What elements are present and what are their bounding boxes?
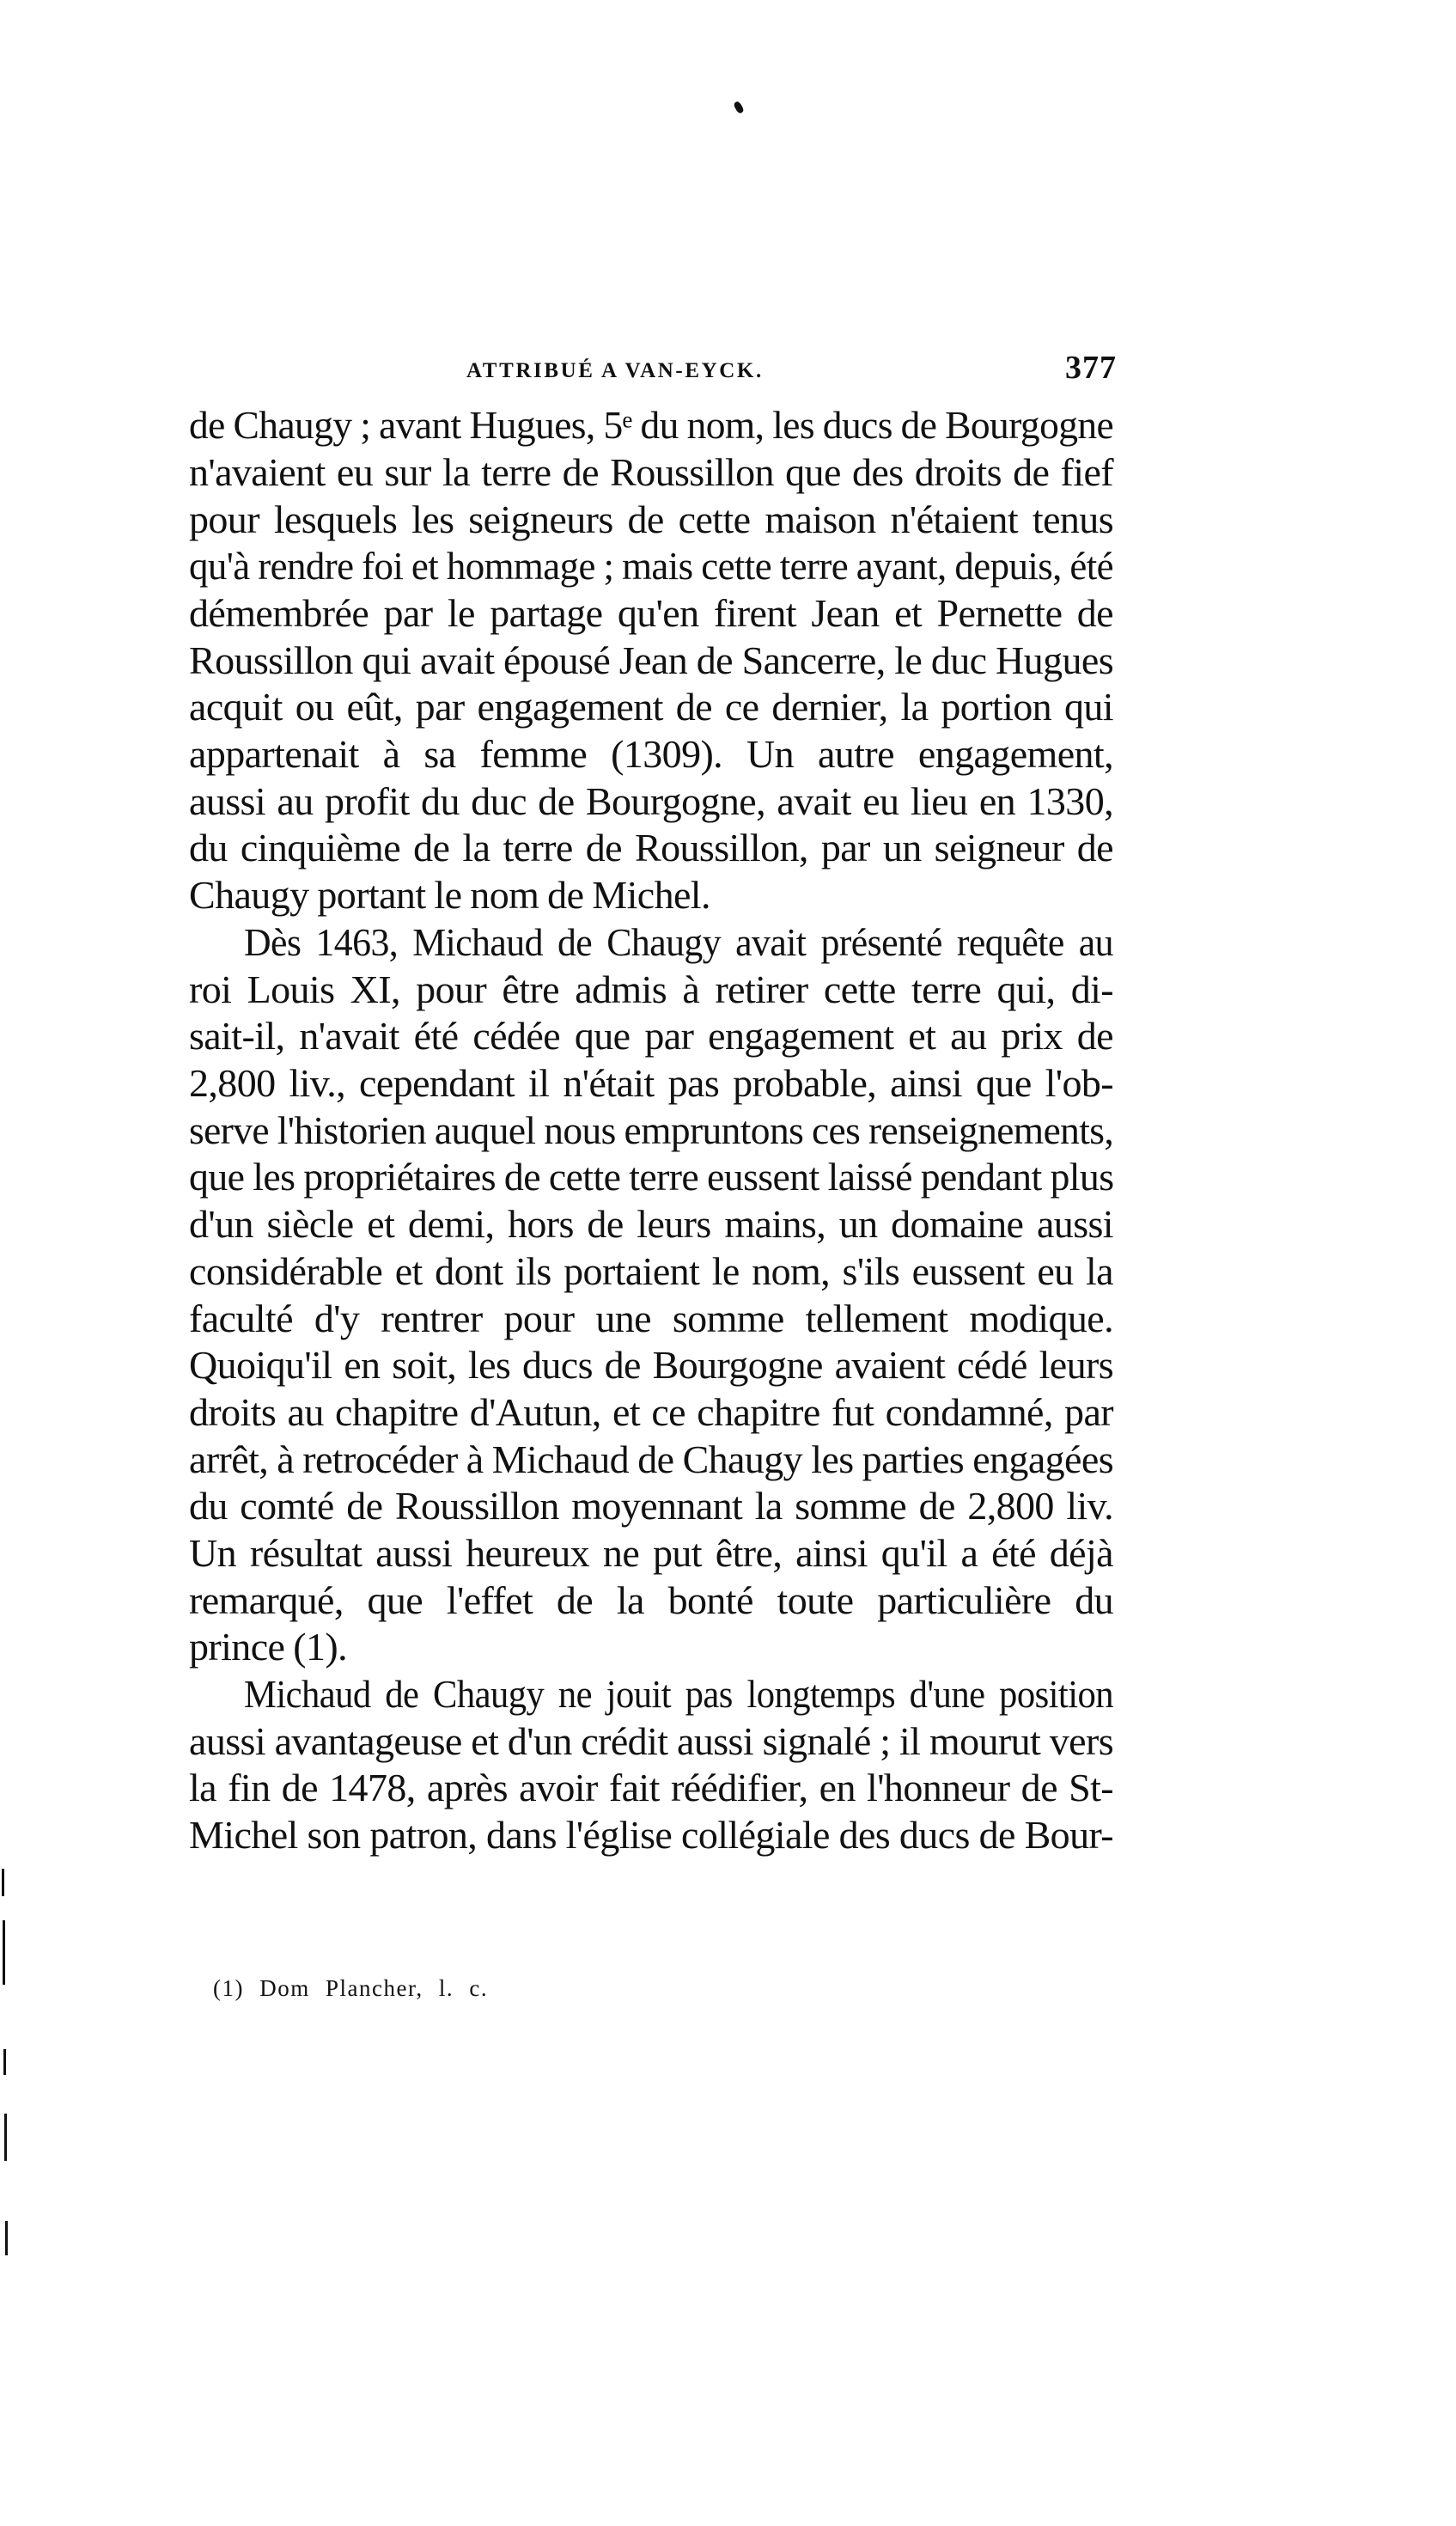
page-edge-mark — [5, 2221, 8, 2255]
paragraph-start-line: Michaud de Chaugy ne jouit pas longtemps d'une position — [244, 1672, 1113, 1716]
text-line: considérable et dont ils portaient le nom, s'ils eussent eu la — [189, 1249, 1113, 1293]
text-line: Un résultat aussi heureux ne put être, ainsi qu'il a été déjà — [189, 1531, 1113, 1575]
text-line: qu'à rendre foi et hommage ; mais cette terre ayant, depuis, été — [189, 544, 1114, 588]
text-line: faculté d'y rentrer pour une somme tellement modique. — [189, 1297, 1113, 1340]
text-line: n'avaient eu sur la terre de Roussillon que des droits de fief — [189, 450, 1113, 494]
ink-speck — [733, 101, 745, 114]
text-line: remarqué, que l'effet de la bonté toute particulière du — [189, 1578, 1113, 1622]
text-line: arrêt, à retrocéder à Michaud de Chaugy les parties engagées — [189, 1437, 1113, 1481]
text-line: droits au chapitre d'Autun, et ce chapitre fut condamné, par — [189, 1390, 1113, 1434]
text-line: serve l'historien auquel nous empruntons ces renseignements, — [189, 1108, 1114, 1152]
text-line: démembrée par le partage qu'en firent Jean et Pernette de — [189, 591, 1113, 635]
text-line: Roussillon qui avait épousé Jean de Sancerre, le duc Hugues — [189, 638, 1113, 682]
text-line: appartenait à sa femme (1309). Un autre engagement, — [189, 732, 1113, 776]
text-line: 2,800 liv., cependant il n'était pas probable, ainsi que l'ob- — [189, 1061, 1113, 1105]
page-number: 377 — [1065, 350, 1117, 386]
text-line: la fin de 1478, après avoir fait réédifier, en l'honneur de St- — [189, 1766, 1113, 1809]
text-line: aussi avantageuse et d'un crédit aussi signalé ; il mourut vers — [189, 1719, 1113, 1763]
text-line: de Chaugy ; avant Hugues, 5ᵉ du nom, les ducs de Bourgogne — [189, 403, 1114, 447]
page-edge-mark — [4, 2114, 7, 2161]
text-line: prince (1). — [189, 1625, 347, 1669]
footnote: (1) Dom Plancher, l. c. — [213, 1975, 489, 2001]
text-line: d'un siècle et demi, hors de leurs mains, un domaine aussi — [189, 1202, 1113, 1246]
paragraph-start-line: Dès 1463, Michaud de Chaugy avait présenté requête au — [244, 920, 1113, 964]
text-line: acquit ou eût, par engagement de ce dernier, la portion qui — [189, 685, 1113, 729]
text-line: Michel son patron, dans l'église collégiale des ducs de Bour- — [189, 1813, 1113, 1857]
text-line: pour lesquels les seigneurs de cette maison n'étaient tenus — [189, 497, 1113, 541]
text-line: sait-il, n'avait été cédée que par engagement et au prix de — [189, 1014, 1113, 1058]
page-edge-mark — [3, 1920, 5, 1985]
text-line: Quoiqu'il en soit, les ducs de Bourgogne avaient cédé leurs — [189, 1343, 1113, 1387]
text-line: Chaugy portant le nom de Michel. — [189, 873, 710, 917]
running-title: ATTRIBUÉ A VAN-EYCK. — [466, 359, 764, 382]
text-line: roi Louis XI, pour être admis à retirer cette terre qui, di- — [189, 967, 1113, 1011]
page-edge-mark — [2, 1869, 4, 1896]
text-line: du cinquième de la terre de Roussillon, par un seigneur de — [189, 826, 1113, 869]
page-edge-mark — [3, 2049, 6, 2075]
text-line: aussi au profit du duc de Bourgogne, avait eu lieu en 1330, — [189, 779, 1113, 823]
text-line: que les propriétaires de cette terre eussent laissé pendant plus — [189, 1155, 1114, 1199]
text-line: du comté de Roussillon moyennant la somme de 2,800 liv. — [189, 1484, 1113, 1528]
